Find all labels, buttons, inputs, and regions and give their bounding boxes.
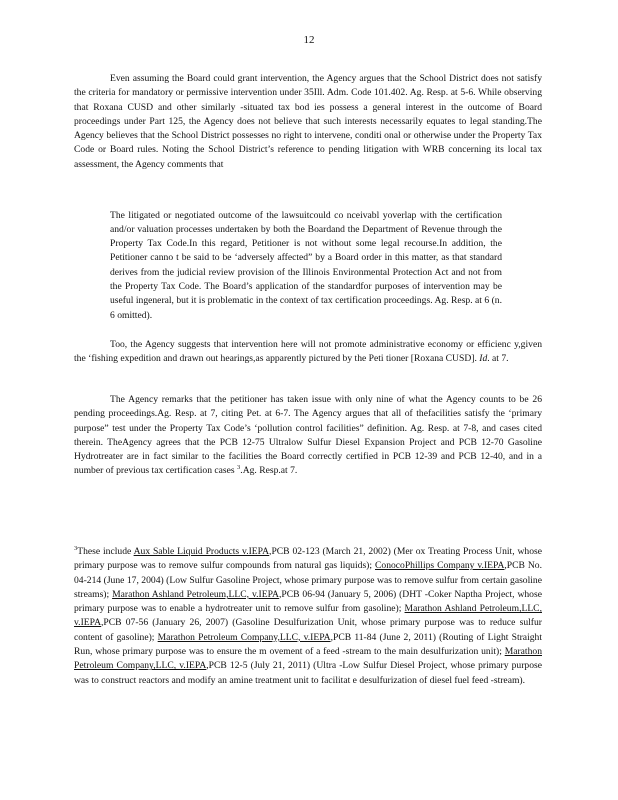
case-citation: Marathon Petroleum Company,LLC, v.IEPA [74,646,542,672]
case-citation: Marathon Ashland Petroleum,LLC, v.IEPA [74,603,542,629]
case-citation: ConocoPhillips Company v.IEPA [375,560,505,572]
footnote-marker: 3 [74,544,78,552]
paragraph-agency-remarks-tail: .Ag. Resp.at 7. [240,465,298,477]
paragraph-agency-remarks-text: The Agency remarks that the petitioner has taken issue with only nine of what the Agency counts to be 26 pending proceedings.Ag. Resp. at 7, citing Pet. at 6-7. The Agency argues that all of thefacilities satisfy the ‘primary purpose” test under the Property Tax Code’s ‘pollution control facilities” definition. Ag. Resp. at 7-8, and cases cited therein. TheAgency agrees that the PCB 12-75 Ultralow Sulfur Diesel Expansion Project and PCB 12-70 Gasoline Hydrotreater are in fact similar to the facilities the Board correctly certified in PCB 12-39 and PCB 12-40, and in a number of previous tax certification cases [74,394,542,477]
footnote-text: ,PCB 11-84 (June 2, 2011) (Routing of Light Straight Run, whose primary purpose was to ensure the m ovement of a feed -stream to the main desulfurization unit); [74,631,542,658]
id-citation: Id [479,353,488,365]
case-citation: Aux Sable Liquid Products v.IEPA [133,546,270,557]
footnote-text: ,PCB 02-123 (March 21, 2002) (Mer ox Treating Process Unit, whose primary purpose was to remove sulfur compounds from natural gas liquids); [74,546,542,572]
footnote-reference: 3 [237,464,241,472]
footnote-lead: These include [77,546,134,557]
case-citation: Marathon Petroleum Company,LLC, v.IEPA [157,631,331,643]
page-number: 12 [303,34,315,46]
footnote-text: ,PCB 07-56 (January 26, 2007) (Gasoline Desulfurization Unit, whose primary purpose was to reduce sulfur content of gasoline); [74,617,542,643]
paragraph-agency-argues: Even assuming the Board could grant intervention, the Agency argues that the School District does not satisfy the criteria for mandatory or permissive intervention under 35Ill. Adm. Code 101.402. Ag. Resp. at 5-6. While observing that Roxana CUSD and other similarly -situated tax bod ies possess a general interest in the outcome of Board proceedings under Part 125, the Agency does not believe that such interests necessarily equates to legal standing.The Agency believes that the School District possesses no right to intervene, conditi onal or otherwise under the Property Tax Code or Board rules. Noting the School District’s reference to pending litigation with WRB concerning its local tax assessment, the Agency comments that [74,73,542,170]
paragraph-agency-suggests-tail: . at 7. [487,353,509,365]
paragraph-agency-suggests [74,338,542,367]
footnote-text: ,PCB 06-94 (January 5, 2006) (DHT -Coker Naptha Project, whose primary purpose was to enable a hydrotreater unit to remove sulfur from gasoline); [74,588,542,615]
paragraph-agency-suggests-text: Too, the Agency suggests that intervention here will not promote administrative economy or efficienc y,given the ‘fishing expedition and drawn out hearings,as apparently pictured by the Peti tioner [Roxana CUSD]. [74,339,542,365]
footnote-text: ,PCB 12-5 (July 21, 2011) (Ultra -Low Sulfur Diesel Project, whose primary purpose was to construct reactors and modify an amine treatment unit to facilitat e desulfurization of diesel fuel feed -stream). [74,660,542,686]
footnote [74,545,542,688]
case-citation: Marathon Ashland Petroleum,LLC, v.IEPA [112,588,279,600]
block-quote-agency-response: The litigated or negotiated outcome of the lawsuitcould co nceivabl yoverlap with the certification and/or valuation processes undertaken by both the Boardand the Department of Revenue through the Property Tax Code.In this regard, Petitioner is not without some legal recourse.In addition, the Petitioner canno t be said to be ‘adversely affected” by a Board order in this matter, as that standard derives from the judicial review provision of the Illinois Environmental Protection Act and not from the Property Tax Code. The Board’s application of the standardfor purposes of intervention may be useful ingeneral, but it is problematic in the context of tax certification proceedings. Ag. Resp. at 6 (n. 6 omitted). [110,209,502,321]
paragraph-agency-remarks [74,393,542,479]
footnote-text: ,PCB No. 04-214 (June 17, 2004) (Low Sulfur Gasoline Project, whose primary purpose was to remove sulfur from certain gasoline streams); [74,560,542,600]
